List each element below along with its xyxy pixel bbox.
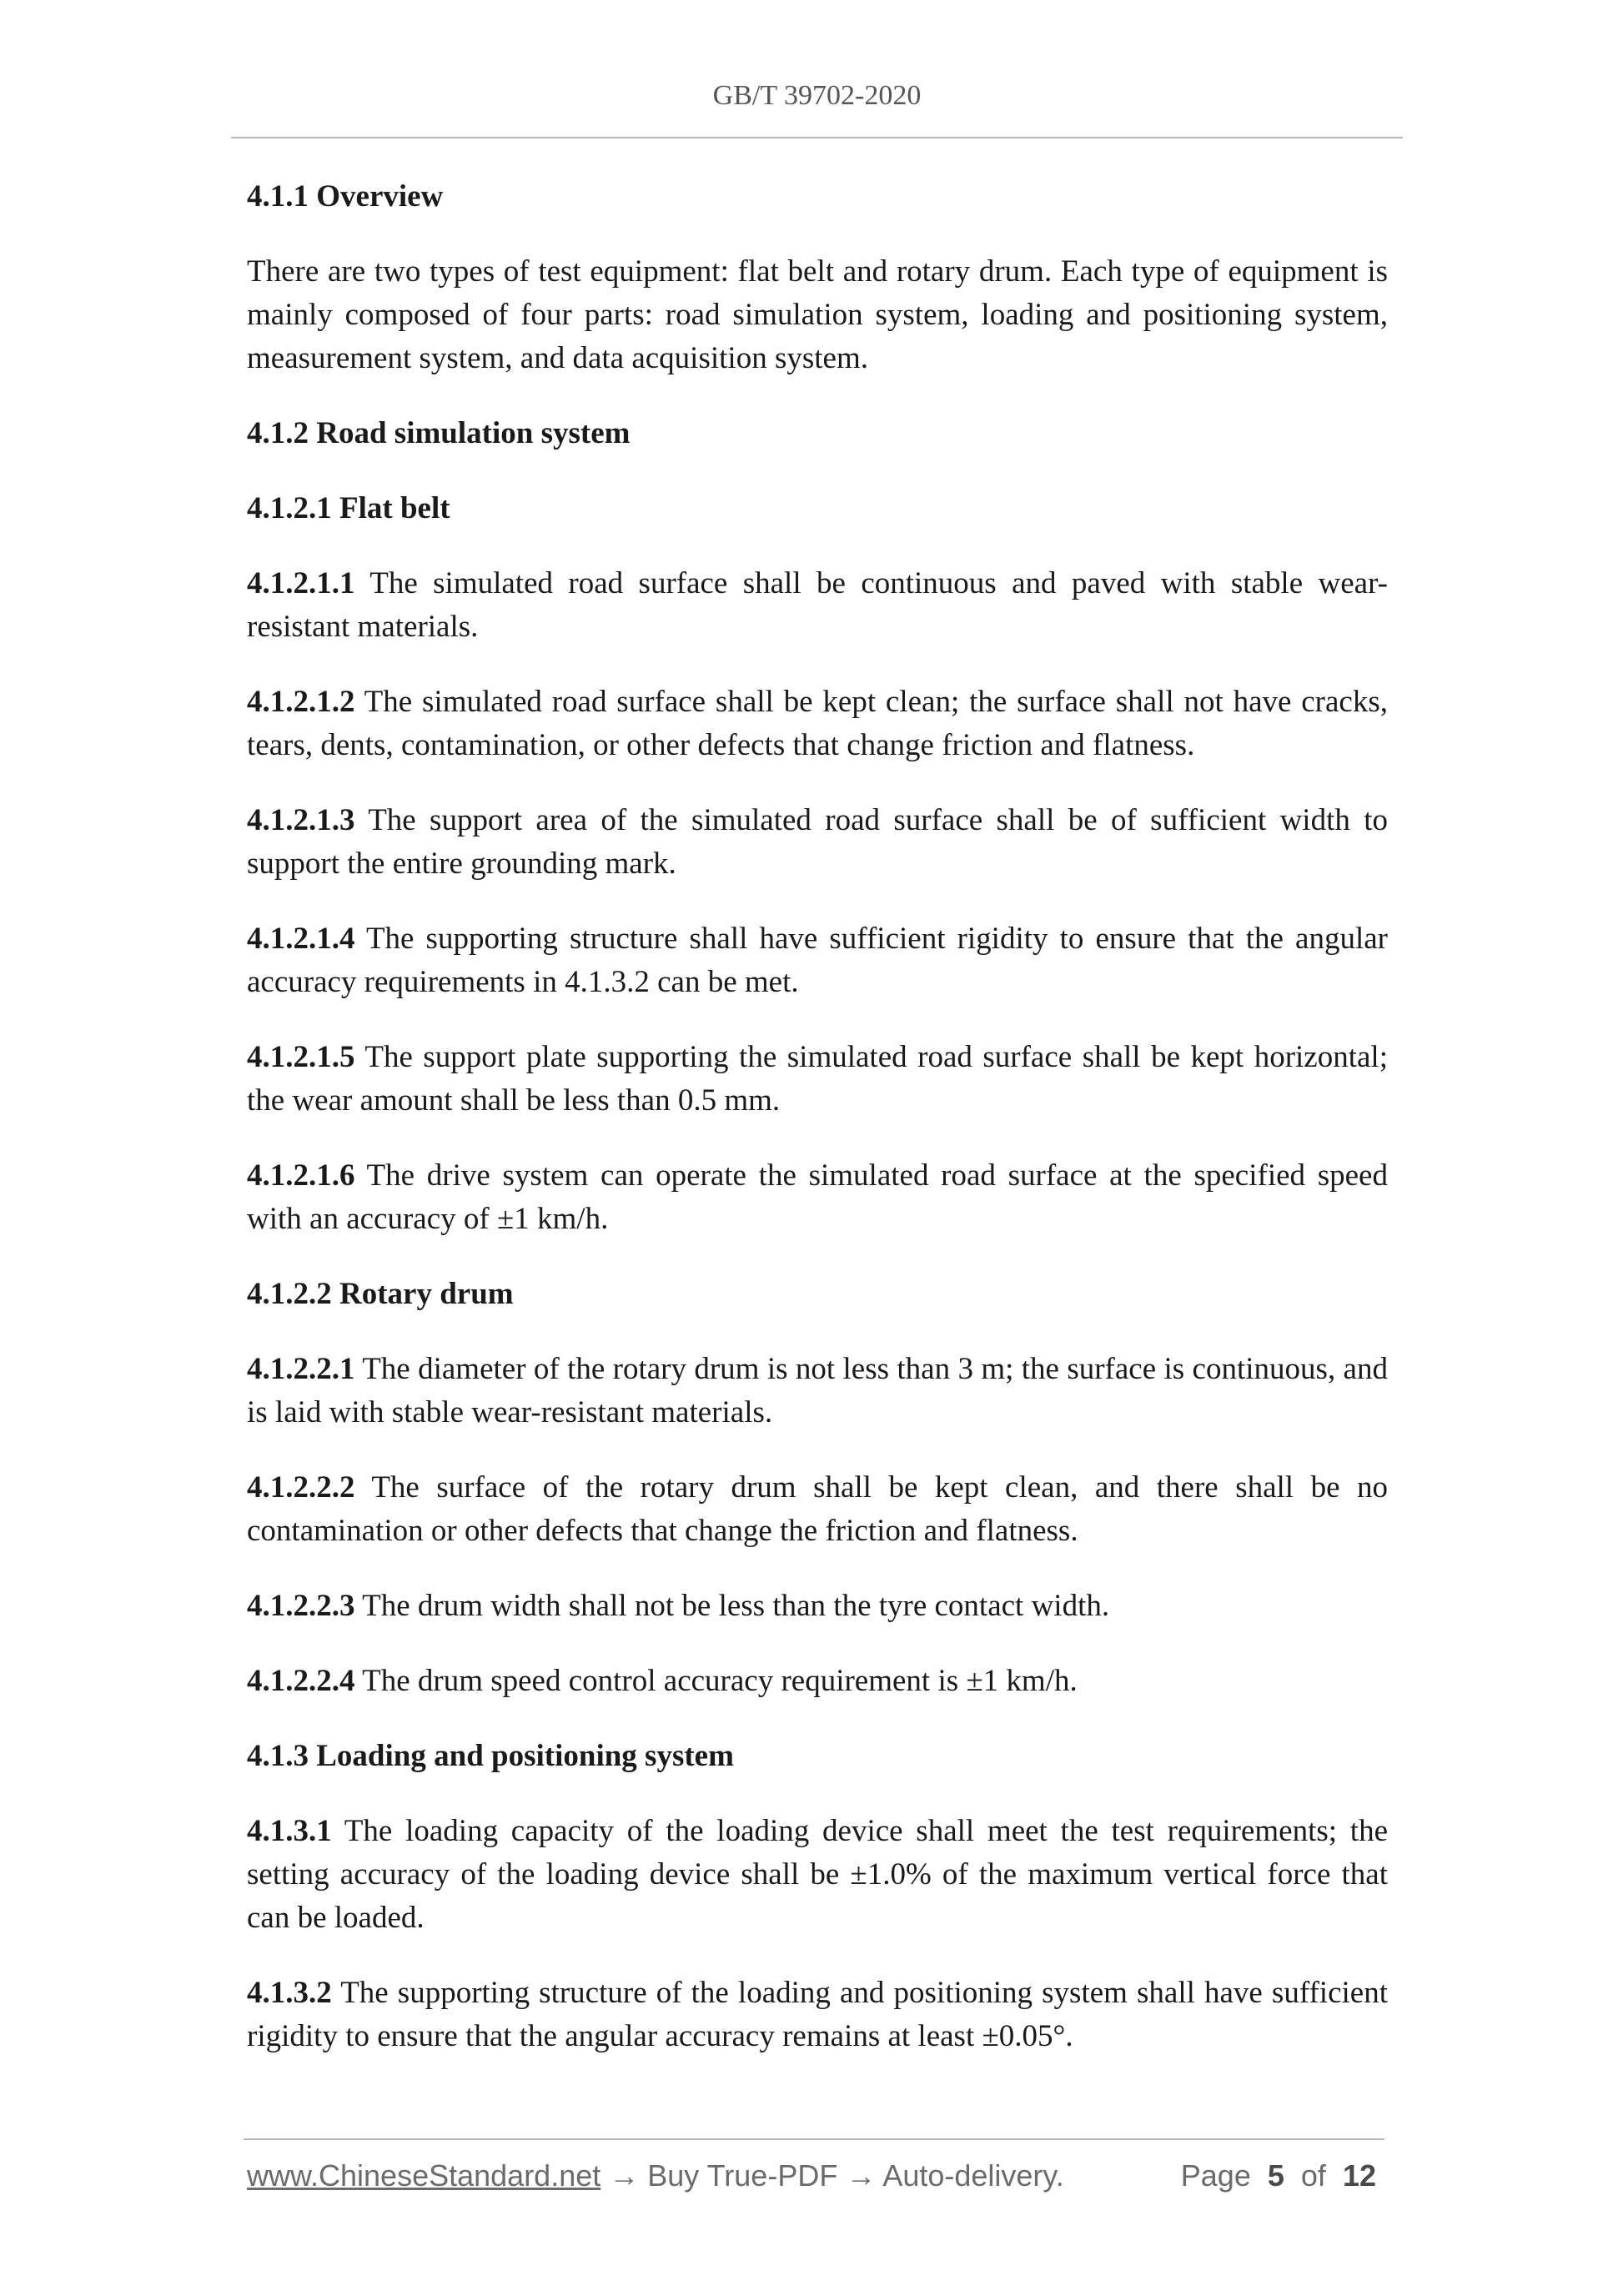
section-heading-loading-positioning: 4.1.3 Loading and positioning system	[247, 1739, 734, 1773]
clause-text: The drum width shall not be less than the tyre contact width.	[362, 1589, 1110, 1623]
clause-number: 4.1.3.1	[247, 1814, 332, 1848]
section-heading-rotary-drum: 4.1.2.2 Rotary drum	[247, 1277, 514, 1311]
clause-4-1-2-1-3	[247, 799, 1388, 886]
section-heading-overview: 4.1.1 Overview	[247, 179, 444, 214]
clause-4-1-2-2-2	[247, 1466, 1388, 1553]
clause-4-1-2-2-3	[247, 1585, 1388, 1628]
site-link[interactable]: www.ChineseStandard.net	[247, 2158, 601, 2193]
clause-4-1-2-1-6	[247, 1154, 1388, 1241]
clause-number: 4.1.3.2	[247, 1976, 332, 2010]
clause-text: The simulated road surface shall be kept clean; the surface shall not have cracks, tears, dents, contamination, or other defects that change friction and flatness.	[247, 685, 1388, 762]
clause-text: The diameter of the rotary drum is not less than 3 m; the surface is continuous, and is laid with stable wear-resistant materials.	[247, 1352, 1388, 1429]
clause-text: The support plate supporting the simulated road surface shall be kept horizontal; the wear amount shall be less than 0.5 mm.	[247, 1040, 1388, 1118]
document-code-header: GB/T 39702-2020	[712, 80, 922, 111]
clause-text: The support area of the simulated road surface shall be of sufficient width to support the entire grounding mark.	[247, 803, 1388, 881]
total-pages-number: 12	[1342, 2158, 1376, 2193]
paragraph-overview	[247, 250, 1388, 380]
clause-4-1-3-2	[247, 1972, 1388, 2058]
clause-text: The drive system can operate the simulated road surface at the specified speed with an accuracy of ±1 km/h.	[247, 1158, 1388, 1236]
footer-promo	[247, 2158, 1064, 2193]
page-label: Page	[1180, 2158, 1251, 2193]
page-indicator	[1181, 2158, 1376, 2193]
clause-number: 4.1.2.2.2	[247, 1470, 355, 1505]
clause-number: 4.1.2.2.3	[247, 1589, 355, 1623]
clause-text: The simulated road surface shall be continuous and paved with stable wear-resistant materials.	[247, 566, 1388, 644]
clause-text: The supporting structure shall have sufficient rigidity to ensure that the angular accuracy requirements in 4.1.3.2 can be met.	[247, 922, 1388, 999]
clause-number: 4.1.2.1.3	[247, 803, 355, 837]
clause-4-1-2-2-4	[247, 1660, 1388, 1703]
clause-4-1-3-1	[247, 1810, 1388, 1940]
clause-number: 4.1.2.1.5	[247, 1040, 355, 1074]
clause-number: 4.1.2.1.6	[247, 1158, 355, 1193]
clause-4-1-2-1-4	[247, 917, 1388, 1004]
current-page-number: 5	[1267, 2158, 1284, 2193]
clause-4-1-2-1-5	[247, 1036, 1388, 1123]
clause-number: 4.1.2.2.4	[247, 1664, 355, 1698]
clause-4-1-2-1-1	[247, 562, 1388, 649]
clause-text: The supporting structure of the loading and positioning system shall have sufficient rigidity to ensure that the angular accuracy remains at least ±0.05°.	[247, 1976, 1388, 2053]
footer-divider	[244, 2138, 1384, 2140]
promo-text: → Buy True-PDF → Auto-delivery.	[600, 2158, 1064, 2193]
clause-text: The loading capacity of the loading device shall meet the test requirements; the setting accuracy of the loading device shall be ±1.0% of the maximum vertical force that can be loaded.	[247, 1814, 1388, 1935]
clause-text: The drum speed control accuracy requirement is ±1 km/h.	[362, 1664, 1078, 1698]
section-heading-flat-belt: 4.1.2.1 Flat belt	[247, 491, 450, 525]
page-footer	[247, 2158, 1384, 2200]
clause-4-1-2-2-1	[247, 1348, 1388, 1434]
clause-number: 4.1.2.1.1	[247, 566, 355, 600]
of-label: of	[1300, 2158, 1326, 2193]
clause-number: 4.1.2.1.4	[247, 922, 355, 956]
paragraph-text: There are two types of test equipment: flat belt and rotary drum. Each type of equipment is mainly composed of four parts: road simulation system, loading and positioning system, measurement system, and data acquisition system.	[247, 254, 1388, 375]
header-divider	[231, 137, 1403, 138]
clause-number: 4.1.2.1.2	[247, 685, 355, 719]
document-body	[247, 175, 1388, 2090]
clause-number: 4.1.2.2.1	[247, 1352, 355, 1386]
clause-4-1-2-1-2	[247, 681, 1388, 767]
clause-text: The surface of the rotary drum shall be kept clean, and there shall be no contamination or other defects that change the friction and flatness.	[247, 1470, 1388, 1548]
section-heading-road-simulation: 4.1.2 Road simulation system	[247, 416, 631, 450]
